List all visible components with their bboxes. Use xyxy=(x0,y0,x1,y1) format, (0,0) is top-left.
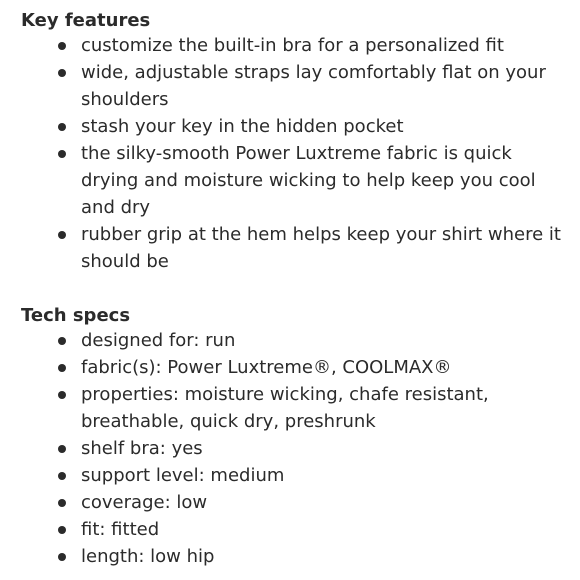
list-item xyxy=(21,221,566,275)
list-item xyxy=(21,32,566,59)
key-features-section xyxy=(21,9,566,275)
list-item-text: length: low hip xyxy=(81,546,215,567)
list-item xyxy=(21,59,566,113)
key-features-list xyxy=(21,32,566,275)
list-item-text: properties: moisture wicking, chafe resistant, breathable, quick dry, preshrunk xyxy=(81,384,489,432)
list-item-text: shelf bra: yes xyxy=(81,438,203,459)
bullet-icon xyxy=(58,499,66,507)
bullet-icon xyxy=(58,42,66,50)
list-item-text: coverage: low xyxy=(81,492,208,513)
bullet-icon xyxy=(58,337,66,345)
bullet-icon xyxy=(58,69,66,77)
list-item xyxy=(21,381,566,435)
tech-specs-heading: Tech specs xyxy=(21,305,131,326)
list-item-text: customize the built-in bra for a personalized fit xyxy=(81,35,504,56)
list-item-text: fit: fitted xyxy=(81,519,160,540)
bullet-icon xyxy=(58,391,66,399)
bullet-icon xyxy=(58,526,66,534)
list-item xyxy=(21,516,566,543)
list-item xyxy=(21,354,566,381)
list-item-text: designed for: run xyxy=(81,330,236,351)
tech-specs-section xyxy=(21,304,566,570)
list-item-text: fabric(s): Power Luxtreme®, COOLMAX® xyxy=(81,357,452,378)
bullet-icon xyxy=(58,150,66,158)
bullet-icon xyxy=(58,553,66,561)
key-features-heading: Key features xyxy=(21,10,151,31)
list-item xyxy=(21,327,566,354)
list-item-text: wide, adjustable straps lay comfortably flat on your shoulders xyxy=(81,62,546,110)
bullet-icon xyxy=(58,472,66,480)
list-item xyxy=(21,140,566,221)
bullet-icon xyxy=(58,364,66,372)
list-item-text: rubber grip at the hem helps keep your shirt where it should be xyxy=(81,224,561,272)
section-divider-space xyxy=(21,275,566,304)
list-item-text: stash your key in the hidden pocket xyxy=(81,116,404,137)
list-item xyxy=(21,113,566,140)
bullet-icon xyxy=(58,123,66,131)
bullet-icon xyxy=(58,445,66,453)
tech-specs-list xyxy=(21,327,566,570)
list-item-text: support level: medium xyxy=(81,465,285,486)
bullet-icon xyxy=(58,231,66,239)
list-item xyxy=(21,543,566,570)
list-item xyxy=(21,489,566,516)
list-item xyxy=(21,435,566,462)
list-item-text: the silky-smooth Power Luxtreme fabric is quick drying and moisture wicking to help keep you cool and dry xyxy=(81,143,536,218)
list-item xyxy=(21,462,566,489)
